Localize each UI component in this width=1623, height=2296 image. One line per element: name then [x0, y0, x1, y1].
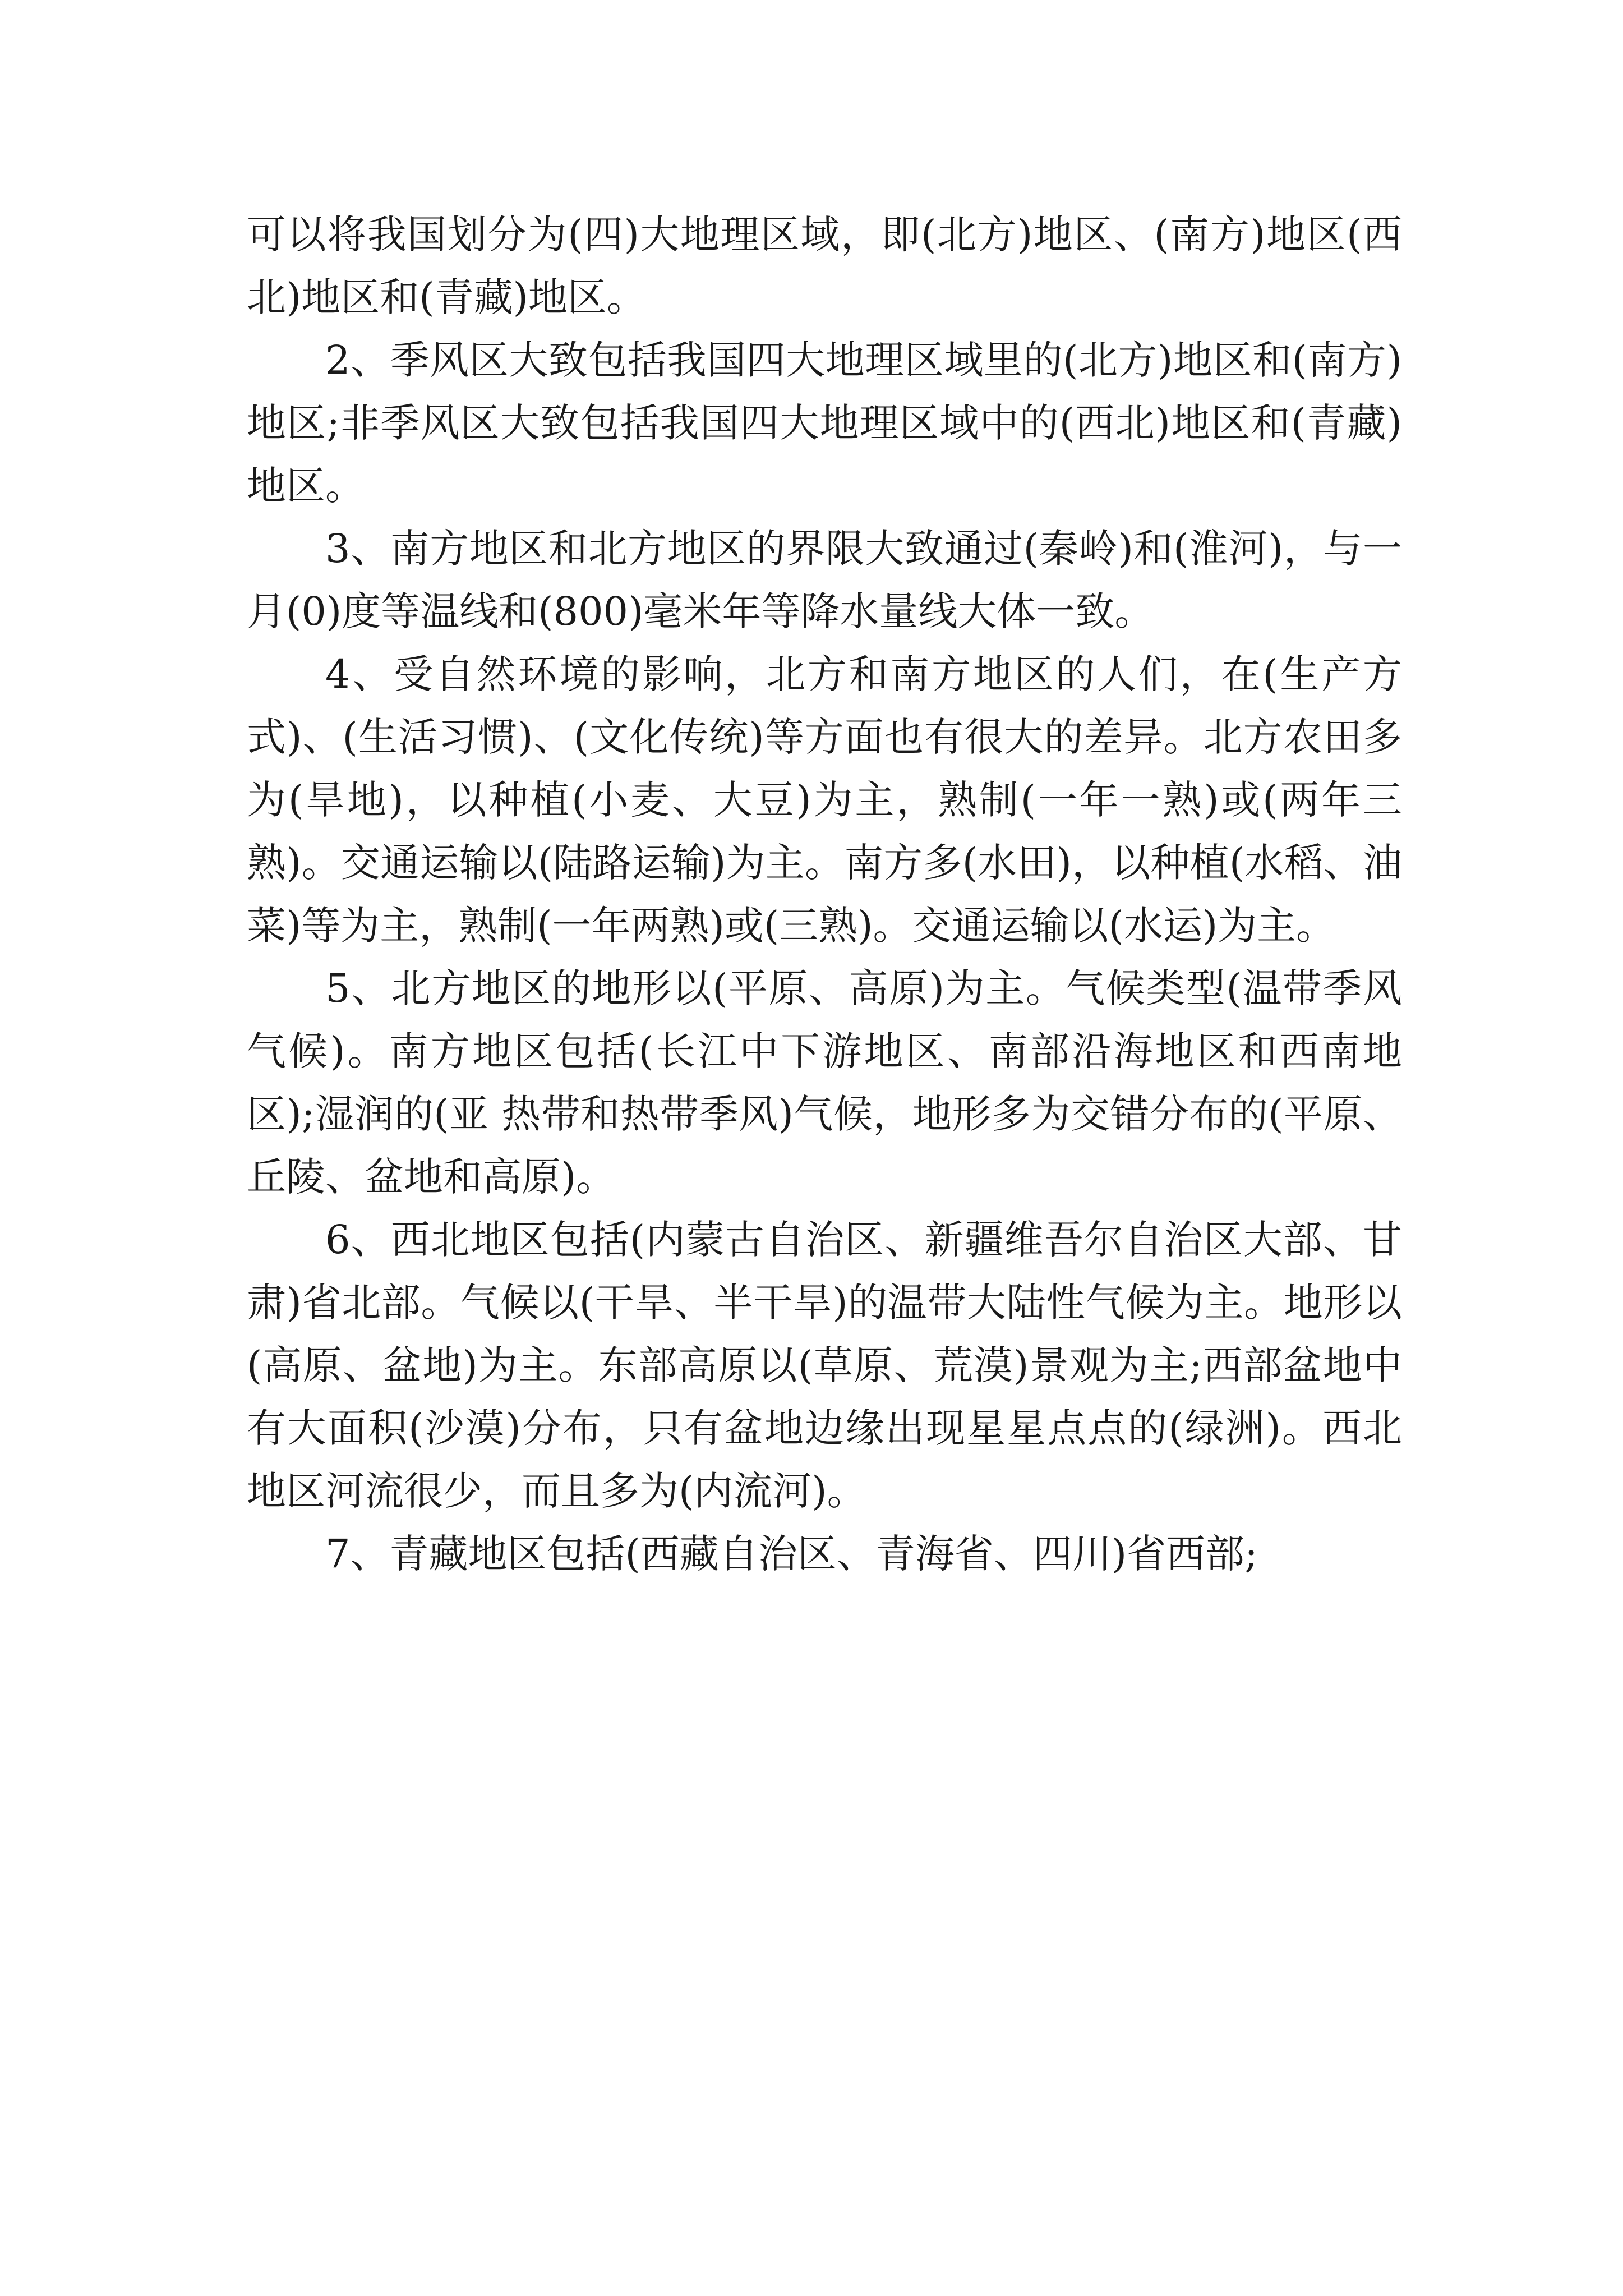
- paragraph-7: 7、青藏地区包括(西藏自治区、青海省、四川)省西部;: [325, 1531, 1258, 1577]
- paragraph-6: 6、西北地区包括(内蒙古自治区、新疆维吾尔自治区大部、甘肃)省北部。气候以(干旱、半干旱)的温带大陆性气候为主。地形以(高原、盆地)为主。东部高原以(草原、荒漠)景观为主;西部盆地中有大面积(沙漠)分布，只有盆地边缘出现星星点点的(绿洲)。西北地区河流很少，而且多为(内流河)。: [247, 1217, 1402, 1514]
- paragraph-1-continued: 可以将我国划分为(四)大地理区域，即(北方)地区、(南方)地区(西北)地区和(青藏)地区。: [247, 211, 1402, 320]
- paragraph-2: 2、季风区大致包括我国四大地理区域里的(北方)地区和(南方)地区;非季风区大致包括我国四大地理区域中的(西北)地区和(青藏)地区。: [247, 337, 1402, 509]
- paragraph-4: 4、受自然环境的影响，北方和南方地区的人们，在(生产方式)、(生活习惯)、(文化传统)等方面也有很大的差异。北方农田多为(旱地)，以种植(小麦、大豆)为主，熟制(一年一熟)或(两年三熟)。交通运输以(陆路运输)为主。南方多(水田)，以种植(水稻、油菜)等为主，熟制(一年两熟)或(三熟)。交通运输以(水运)为主。: [247, 651, 1402, 949]
- paragraph-3: 3、南方地区和北方地区的界限大致通过(秦岭)和(淮河)，与一月(0)度等温线和(800)毫米年等降水量线大体一致。: [247, 526, 1402, 634]
- document-body: [247, 203, 1402, 1585]
- paragraph-5: 5、北方地区的地形以(平原、高原)为主。气候类型(温带季风气候)。南方地区包括(长江中下游地区、南部沿海地区和西南地区);湿润的(亚 热带和热带季风)气候，地形多为交错分布的(平原、丘陵、盆地和高原)。: [247, 965, 1402, 1200]
